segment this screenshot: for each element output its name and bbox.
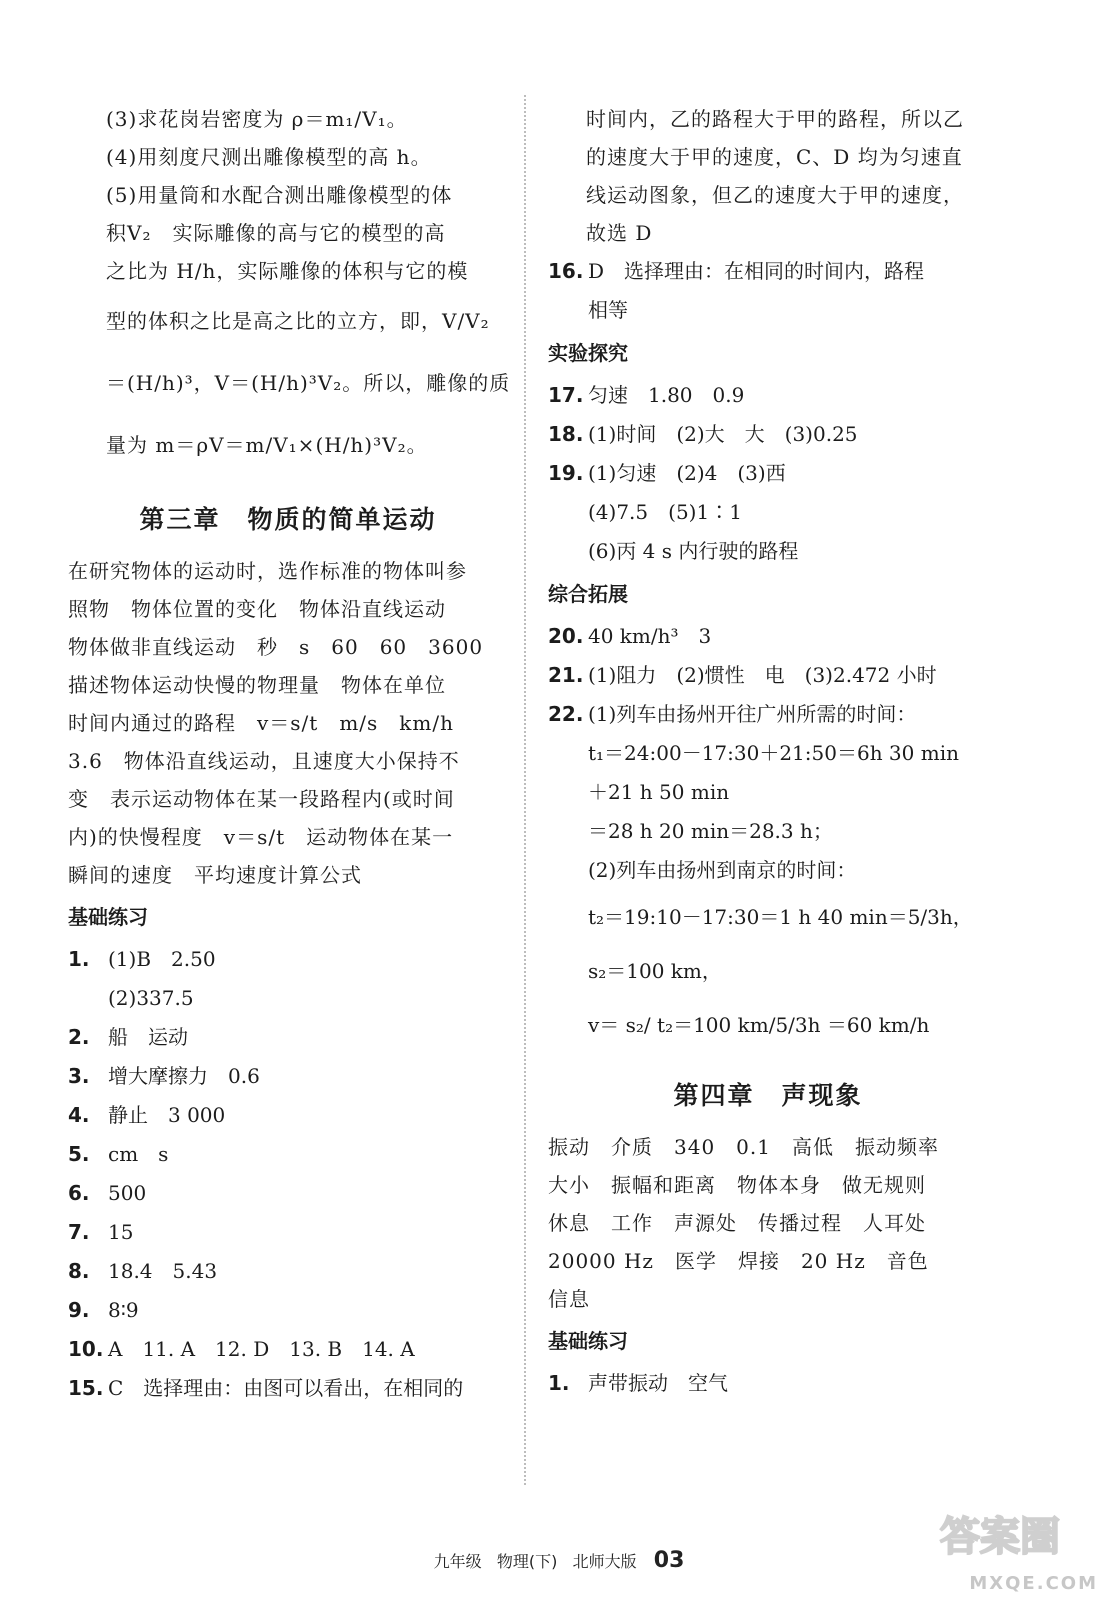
answer-line: 线运动图象，但乙的速度大于甲的速度，	[586, 183, 964, 207]
list-item	[68, 1330, 508, 1369]
item-text: ＋21 h 50 min	[588, 780, 730, 804]
section-heading: 基础练习	[548, 1329, 628, 1353]
item-text: 船 运动	[108, 1025, 188, 1049]
list-item	[548, 656, 988, 695]
list-item	[548, 851, 988, 890]
list-item	[548, 415, 988, 454]
item-text: 静止 3 000	[108, 1103, 226, 1127]
item-text: v＝ s₂/ t₂＝100 km/5/3h ＝60 km/h	[588, 1013, 930, 1037]
item-number	[548, 493, 580, 532]
item-number	[68, 979, 100, 1018]
item-text: 8∶9	[108, 1298, 139, 1322]
summary-line: 大小 振幅和距离 物体本身 做无规则	[548, 1173, 926, 1197]
item-text: (4)7.5 (5)1∶1	[588, 500, 742, 524]
list-item	[68, 1096, 508, 1135]
list-item	[548, 734, 988, 773]
item-text: A 11. A 12. D 13. B 14. A	[108, 1337, 415, 1361]
list-item	[548, 998, 988, 1052]
list-item	[548, 617, 988, 656]
item-number: 19.	[548, 461, 584, 485]
chapter-title: 第四章 声现象	[673, 1081, 863, 1110]
item-number	[548, 773, 580, 812]
item-text: 相等	[588, 298, 628, 322]
item-text: 500	[108, 1181, 147, 1205]
item-text: 40 km/h³ 3	[588, 624, 712, 648]
list-item	[548, 773, 988, 812]
footer-subject: 物理(下)	[496, 1552, 558, 1571]
item-text: (6)丙 4 s 内行驶的路程	[588, 539, 799, 563]
list-item	[548, 252, 988, 291]
item-text: ＝28 h 20 min＝28.3 h；	[588, 819, 833, 843]
footer-edition: 北师大版	[572, 1552, 637, 1571]
answer-line: 的速度大于甲的速度，C、D 均为匀速直	[586, 145, 963, 169]
answer-line: 之比为 H/h，实际雕像的体积与它的模	[106, 259, 469, 283]
item-number	[548, 532, 580, 571]
section-heading: 综合拓展	[548, 582, 628, 606]
item-text: t₁＝24:00－17:30＋21:50＝6h 30 min	[588, 741, 959, 765]
item-number	[548, 734, 580, 773]
list-item	[548, 376, 988, 415]
column-divider	[524, 95, 526, 1485]
item-number: 15.	[68, 1376, 104, 1400]
summary-line: 在研究物体的运动时，选作标准的物体叫参	[68, 559, 467, 583]
list-item	[68, 1174, 508, 1213]
summary-line: 振动 介质 340 0.1 高低 振动频率	[548, 1135, 939, 1159]
answer-line: 时间内，乙的路程大于甲的路程，所以乙	[586, 107, 964, 131]
list-item	[548, 493, 988, 532]
item-number: 8.	[68, 1259, 90, 1283]
footer-grade: 九年级	[433, 1552, 482, 1571]
item-number: 7.	[68, 1220, 90, 1244]
item-number: 5.	[68, 1142, 90, 1166]
item-text: (2)337.5	[108, 986, 194, 1010]
item-number	[548, 944, 580, 998]
list-item	[68, 1018, 508, 1057]
item-text: 匀速 1.80 0.9	[588, 383, 745, 407]
summary-line: 物体做非直线运动 秒 s 60 60 3600	[68, 635, 484, 659]
item-text: t₂＝19:10－17:30＝1 h 40 min＝5/3h，	[588, 905, 973, 929]
summary-line: 描述物体运动快慢的物理量 物体在单位	[68, 673, 446, 697]
item-text: 声带振动 空气	[588, 1371, 728, 1395]
watermark-logo-text: 答案圈	[940, 1514, 1060, 1560]
summary-line: 瞬间的速度 平均速度计算公式	[68, 863, 362, 887]
list-item	[68, 1369, 508, 1408]
list-item	[548, 1364, 988, 1403]
item-text: (1)列车由扬州开往广州所需的时间：	[588, 702, 917, 726]
summary-line: 信息	[548, 1287, 590, 1311]
watermark-site: MXQE.COM	[969, 1573, 1098, 1594]
right-column	[548, 100, 988, 1403]
list-item	[68, 1135, 508, 1174]
section-heading: 实验探究	[548, 341, 628, 365]
summary-line: 内)的快慢程度 v＝s/t 运动物体在某一	[68, 825, 454, 849]
item-text: (1)B 2.50	[108, 947, 216, 971]
page-number: 03	[653, 1548, 685, 1573]
list-item	[68, 940, 508, 979]
item-number	[548, 812, 580, 851]
summary-line: 变 表示运动物体在某一段路程内(或时间	[68, 787, 455, 811]
list-item	[68, 1213, 508, 1252]
item-number: 1.	[548, 1371, 570, 1395]
summary-line: 时间内通过的路程 v＝s/t m/s km/h	[68, 711, 455, 735]
item-number: 6.	[68, 1181, 90, 1205]
summary-line: 休息 工作 声源处 传播过程 人耳处	[548, 1211, 926, 1235]
answer-line: (3)求花岗岩密度为 ρ＝m₁/V₁。	[106, 107, 408, 131]
answer-line: (4)用刻度尺测出雕像模型的高 h。	[106, 145, 432, 169]
list-item	[548, 944, 988, 998]
item-number: 1.	[68, 947, 90, 971]
list-item	[548, 532, 988, 571]
answer-line: 量为 m＝ρV＝m/V₁×(H/h)³V₂。	[106, 433, 428, 457]
left-column	[68, 100, 511, 1408]
list-item	[68, 1291, 508, 1330]
item-text: (2)列车由扬州到南京的时间：	[588, 858, 857, 882]
item-text: 增大摩擦力 0.6	[108, 1064, 260, 1088]
item-number: 10.	[68, 1337, 104, 1361]
item-text: cm s	[108, 1142, 169, 1166]
list-item	[548, 454, 988, 493]
item-number: 18.	[548, 422, 584, 446]
item-number	[548, 998, 580, 1052]
list-item	[68, 1252, 508, 1291]
summary-line: 照物 物体位置的变化 物体沿直线运动	[68, 597, 446, 621]
summary-line: 20000 Hz 医学 焊接 20 Hz 音色	[548, 1249, 929, 1273]
answer-line: ＝(H/h)³，V＝(H/h)³V₂。所以，雕像的质	[106, 371, 511, 395]
item-number: 16.	[548, 259, 584, 283]
summary-line: 3.6 物体沿直线运动，且速度大小保持不	[68, 749, 460, 773]
item-number: 17.	[548, 383, 584, 407]
item-text: C 选择理由：由图可以看出，在相同的	[108, 1376, 464, 1400]
section-heading: 基础练习	[68, 905, 148, 929]
item-number: 4.	[68, 1103, 90, 1127]
item-text: (1)时间 (2)大 大 (3)0.25	[588, 422, 858, 446]
answer-line: 型的体积之比是高之比的立方，即，V/V₂	[106, 309, 490, 333]
item-number: 22.	[548, 702, 584, 726]
item-number: 20.	[548, 624, 584, 648]
list-item	[548, 695, 988, 734]
item-text: 18.4 5.43	[108, 1259, 218, 1283]
list-item	[68, 979, 508, 1018]
item-text: (1)阻力 (2)惯性 电 (3)2.472 小时	[588, 663, 937, 687]
answer-line: 故选 D	[586, 221, 653, 245]
item-number: 2.	[68, 1025, 90, 1049]
item-number: 9.	[68, 1298, 90, 1322]
list-item	[548, 812, 988, 851]
answer-line: (5)用量筒和水配合测出雕像模型的体	[106, 183, 453, 207]
item-text: 15	[108, 1220, 134, 1244]
list-item	[68, 1057, 508, 1096]
item-number: 21.	[548, 663, 584, 687]
item-text: (1)匀速 (2)4 (3)西	[588, 461, 786, 485]
list-item	[548, 890, 988, 944]
item-text: D 选择理由：在相同的时间内，路程	[588, 259, 925, 283]
item-number	[548, 851, 580, 890]
answer-line: 积V₂ 实际雕像的高与它的模型的高	[106, 221, 446, 245]
item-text: s₂＝100 km，	[588, 959, 722, 983]
item-number: 3.	[68, 1064, 90, 1088]
item-number	[548, 890, 580, 944]
list-item	[548, 291, 988, 330]
chapter-title: 第三章 物质的简单运动	[139, 505, 437, 534]
